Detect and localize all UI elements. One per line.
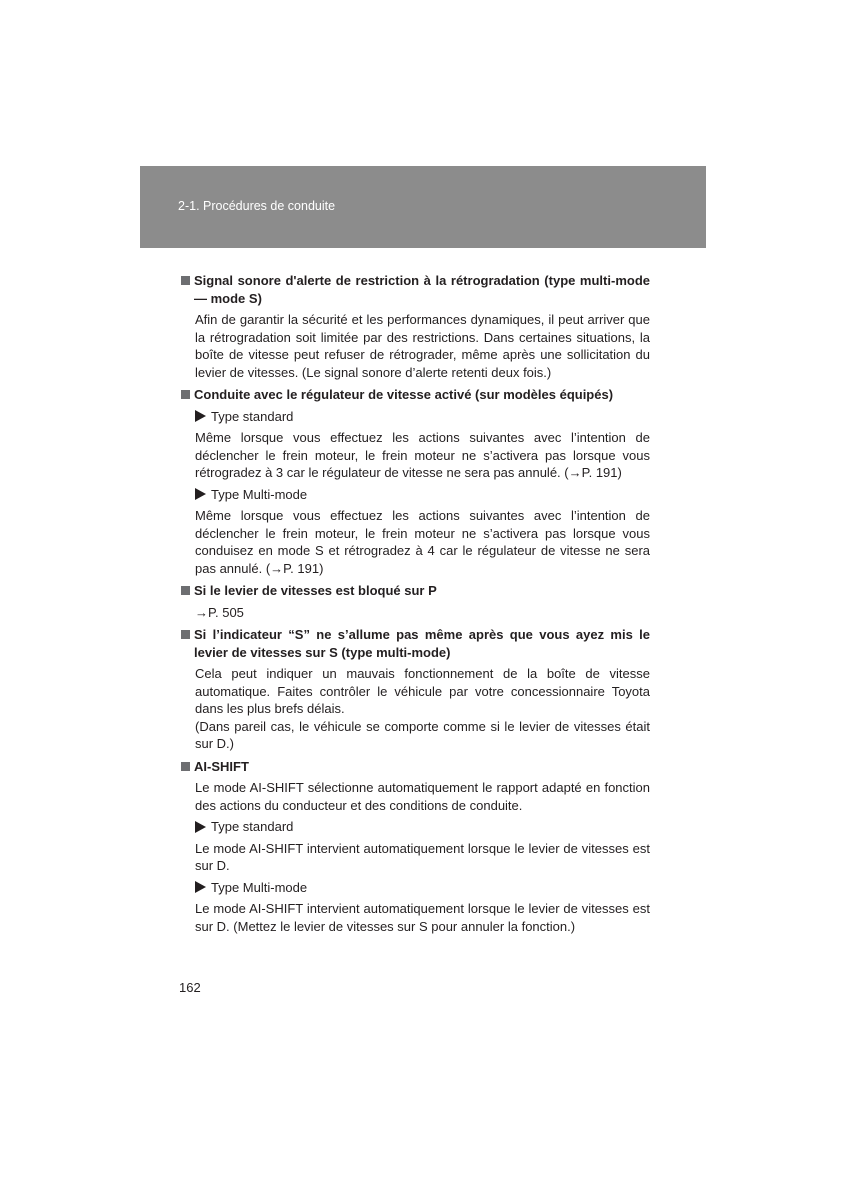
subheading-label: Type standard <box>211 819 294 834</box>
paragraph: Le mode AI-SHIFT sélectionne automatiquement le rapport adapté en fonction des actions du conducteur et des conditions de conduite. <box>195 780 650 813</box>
subheading <box>195 408 650 426</box>
section-heading <box>181 582 650 600</box>
page-reference: →P. 505 <box>195 604 244 620</box>
section-title: Conduite avec le régulateur de vitesse activé (sur modèles équipés) <box>194 387 614 402</box>
square-bullet-icon <box>181 582 194 600</box>
subheading <box>195 486 650 504</box>
subheading <box>195 879 650 897</box>
triangle-bullet-icon <box>195 488 206 500</box>
section-heading <box>181 272 650 307</box>
triangle-bullet-icon <box>195 821 206 833</box>
subheading-label: Type standard <box>211 408 294 424</box>
chapter-title: 2-1. Procédures de conduite <box>178 199 336 213</box>
subheading-label: Type Multi-mode <box>211 879 308 895</box>
chapter-header-band <box>140 166 706 248</box>
main-content <box>181 272 650 939</box>
section-heading <box>181 758 650 776</box>
section-title: Si le levier de vitesses est bloqué sur P <box>194 583 437 598</box>
paragraph: Cela peut indiquer un mauvais fonctionnement de la boîte de vitesse automatique. Faites contrôler le véhicule par votre concessionnaire Toyota dans les plus brefs délais. <box>195 666 650 716</box>
paragraph: Le mode AI-SHIFT intervient automatiquement lorsque le levier de vitesses est sur D. <box>195 840 650 873</box>
subheading-label: Type Multi-mode <box>211 486 308 502</box>
section-heading <box>181 386 650 404</box>
square-bullet-icon <box>181 626 194 661</box>
triangle-bullet-icon <box>195 881 206 893</box>
paragraph: Le mode AI-SHIFT intervient automatiquement lorsque le levier de vitesses est sur D. (Mettez le levier de vitesses sur S pour annuler la fonction.) <box>195 901 650 934</box>
square-bullet-icon <box>181 386 194 404</box>
paragraph: Même lorsque vous effectuez les actions suivantes avec l’intention de déclencher le frein moteur, le frein moteur ne s’activera pas lorsque vous conduisez en mode S et rétrogradez à 4 car le régulateur de vitesse ne sera pas annulé. (→P. 191) <box>195 508 650 576</box>
triangle-bullet-icon <box>195 410 206 422</box>
page-number: 162 <box>179 980 201 995</box>
section-title: Signal sonore d'alerte de restriction à la rétrogradation (type multi-mode — mode S) <box>194 273 650 306</box>
section-heading <box>181 626 650 661</box>
subheading <box>195 818 650 836</box>
square-bullet-icon <box>181 272 194 307</box>
paragraph: Même lorsque vous effectuez les actions suivantes avec l’intention de déclencher le frein moteur, le frein moteur ne s’activera pas lorsque vous rétrogradez à 3 car le régulateur de vitesse ne sera pas annulé. (→P. 191) <box>195 430 650 480</box>
section-title: AI-SHIFT <box>194 758 249 774</box>
paragraph: Afin de garantir la sécurité et les performances dynamiques, il peut arriver que la rétrogradation soit limitée par des restrictions. Dans certaines situations, la boîte de vitesse peut refuser de rétrograder, même après une sollicitation du levier de vitesses. (Le signal sonore d’alerte retenti deux fois.) <box>195 312 650 380</box>
paragraph: (Dans pareil cas, le véhicule se comporte comme si le levier de vitesses était sur D.) <box>195 718 650 751</box>
section-title: Si l’indicateur “S” ne s’allume pas même après que vous ayez mis le levier de vitesses sur S (type multi-mode) <box>194 627 650 660</box>
square-bullet-icon <box>181 758 194 776</box>
